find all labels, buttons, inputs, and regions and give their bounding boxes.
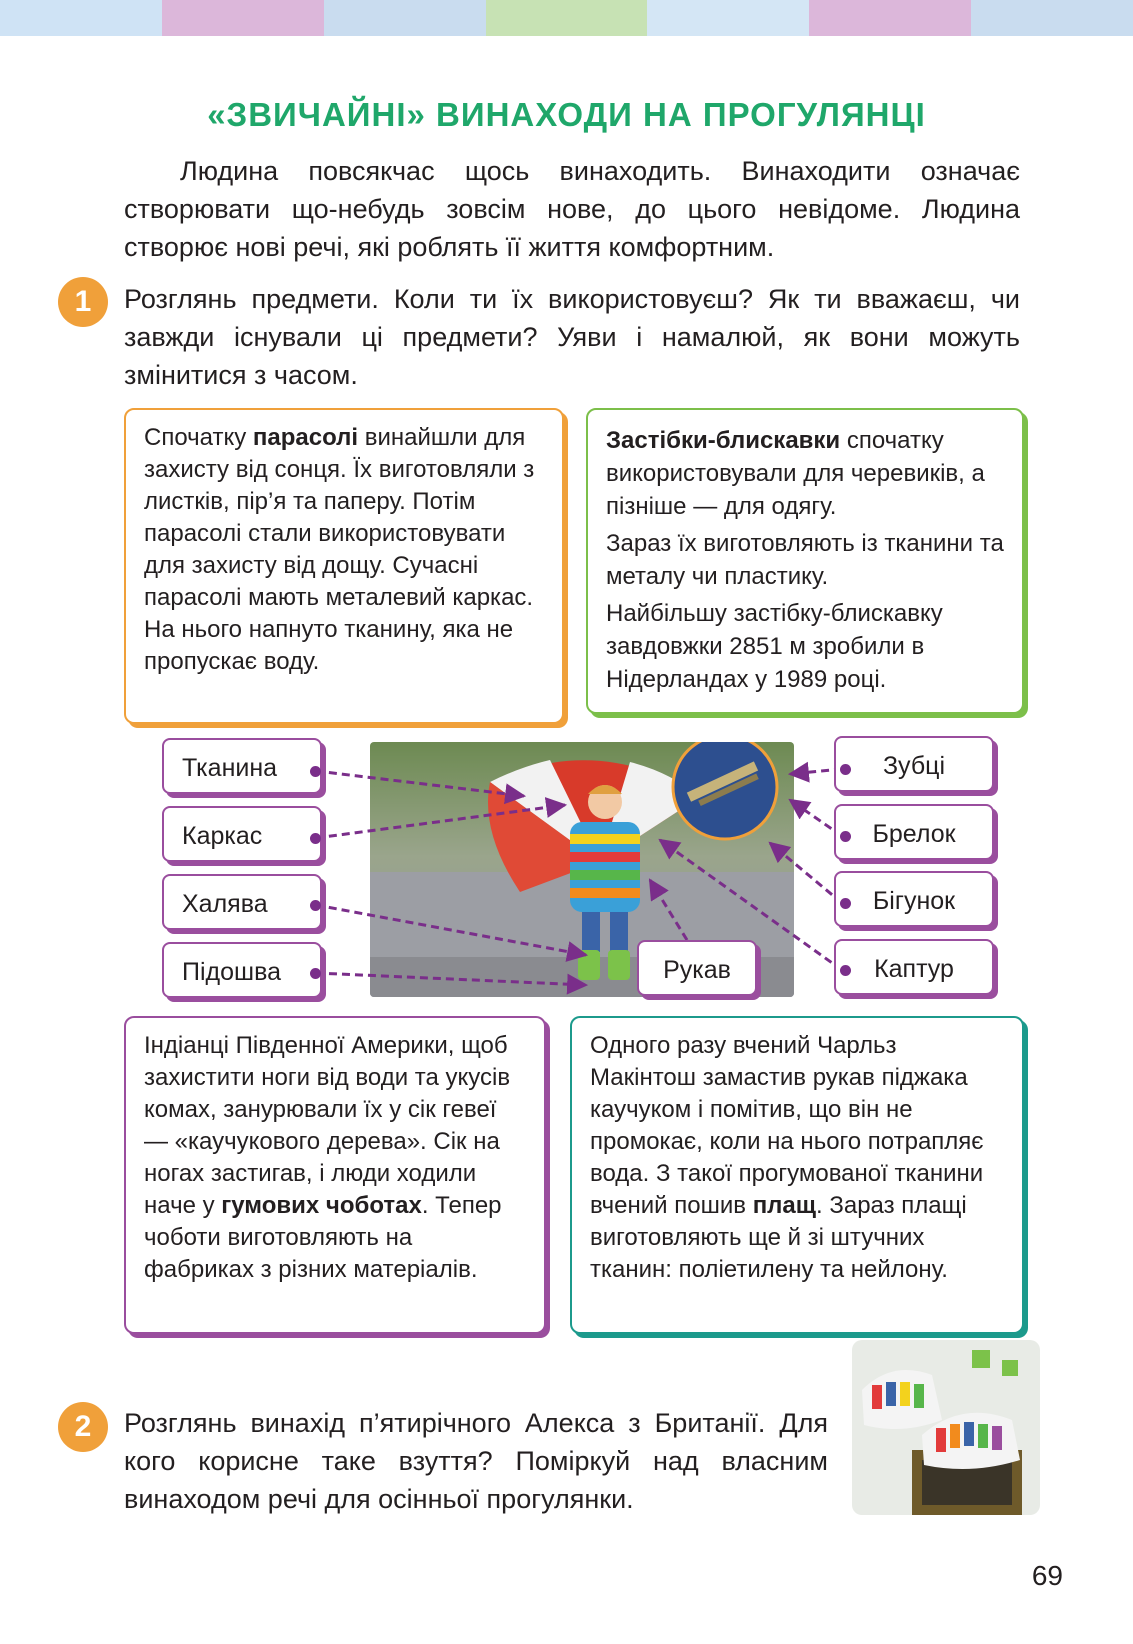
umbrella-text-post: винайшли для захисту від сонця. Їх виготовляли з листків, пір’я та паперу. Потім парасолі стали використовувати для захисту від дощу. Сучасні парасолі мають металевий каркас. На нього напнуто тканину, яка не пропускає воду. (144, 424, 535, 675)
label-text: Бігунок (872, 887, 956, 915)
task-1-text: Розглянь предмети. Коли ти їх використовуєш? Як ти вважаєш, чи завжди існували ці предмети? Уяви і намалюй, як вони можуть змінитися з часом. (124, 284, 1020, 390)
zipper-text-1: спочатку використовували для черевиків, а пізніше — для одягу. (606, 427, 985, 520)
label-text: Підошва (182, 958, 281, 986)
label-text: Каркас (182, 822, 263, 850)
info-box-boots (124, 1016, 546, 1334)
connector-dot (310, 766, 321, 777)
boots-bold: гумових чоботах (221, 1192, 422, 1219)
label-text: Каптур (874, 955, 954, 983)
zipper-bold: Застібки-блискавки (606, 427, 841, 454)
umbrella-bold: парасолі (252, 424, 359, 451)
task-number-1: 1 (58, 277, 108, 327)
label-text: Рукав (663, 956, 731, 984)
label-bihunok (834, 871, 994, 927)
raincoat-bold: плащ (752, 1192, 817, 1219)
label-text: Тканина (182, 754, 278, 782)
zipper-p3: Найбільшу застібку-блискавку завдовжки 2851 м зробили в Нідерландах у 1989 році. (606, 600, 943, 693)
label-karkas (162, 806, 322, 862)
info-box-umbrella (124, 408, 564, 724)
connector-dot (310, 968, 321, 979)
label-zubtsi (834, 736, 994, 792)
label-text: Зубці (882, 752, 946, 780)
photo-lego-shoes (852, 1340, 1040, 1515)
umbrella-text-pre: Спочатку (144, 424, 253, 451)
label-text: Брелок (872, 820, 956, 848)
connector-dot (840, 965, 851, 976)
zipper-p1 (606, 424, 1004, 523)
shoe-illustration (852, 1340, 1040, 1515)
label-text: Халява (182, 890, 268, 918)
info-box-raincoat (570, 1016, 1024, 1334)
boots-text-post: . Тепер чоботи виготовляють на фабриках з різних матеріалів. (144, 1192, 502, 1283)
task-number-2: 2 (58, 1402, 108, 1452)
connector-dot (840, 831, 851, 842)
task-2-text: Розглянь винахід п’ятирічного Алекса з Британії. Для кого корисне таке взуття? Поміркуй над власним винаходом речі для осінньої прогулянки. (124, 1408, 828, 1514)
top-color-stripe (0, 0, 1133, 36)
label-rukav (637, 940, 757, 996)
label-brelok (834, 804, 994, 860)
zipper-p2: Зараз їх виготовляють із тканини та металу чи пластику. (606, 530, 1004, 590)
label-tkanyna (162, 738, 322, 794)
intro-paragraph: Людина повсякчас щось винаходить. Винаходити означає створювати що-небудь зовсім нове, до цього невідоме. Людина створює нові речі, які роблять її життя комфортним. (124, 156, 1020, 262)
page-title: «ЗВИЧАЙНІ» ВИНАХОДИ НА ПРОГУЛЯНЦІ (207, 96, 926, 133)
boots-text-pre: Індіанці Південної Америки, щоб захистити ноги від води та укусів комах, занурювали їх у сік гевеї — «каучукового дерева». Сік на ногах застигав, і люди ходили наче у (144, 1032, 511, 1219)
raincoat-text-pre: Одного разу вчений Чарльз Макінтош замастив рукав піджака каучуком і помітив, що він не промокає, коли на нього потрапляє вода. З такої прогумованої тканини вчений пошив (590, 1032, 984, 1219)
label-pidoshva (162, 942, 322, 998)
connector-dot (310, 833, 321, 844)
label-khaliava (162, 874, 322, 930)
connector-dot (310, 900, 321, 911)
info-box-zipper (586, 408, 1024, 714)
connector-dot (840, 764, 851, 775)
label-kaptur (834, 939, 994, 995)
connector-dot (840, 898, 851, 909)
page-number: 69 (1031, 1560, 1063, 1591)
raincoat-text-post: . Зараз плащі виготовляють ще й зі штучних тканин: поліетилену та нейлону. (590, 1192, 967, 1283)
